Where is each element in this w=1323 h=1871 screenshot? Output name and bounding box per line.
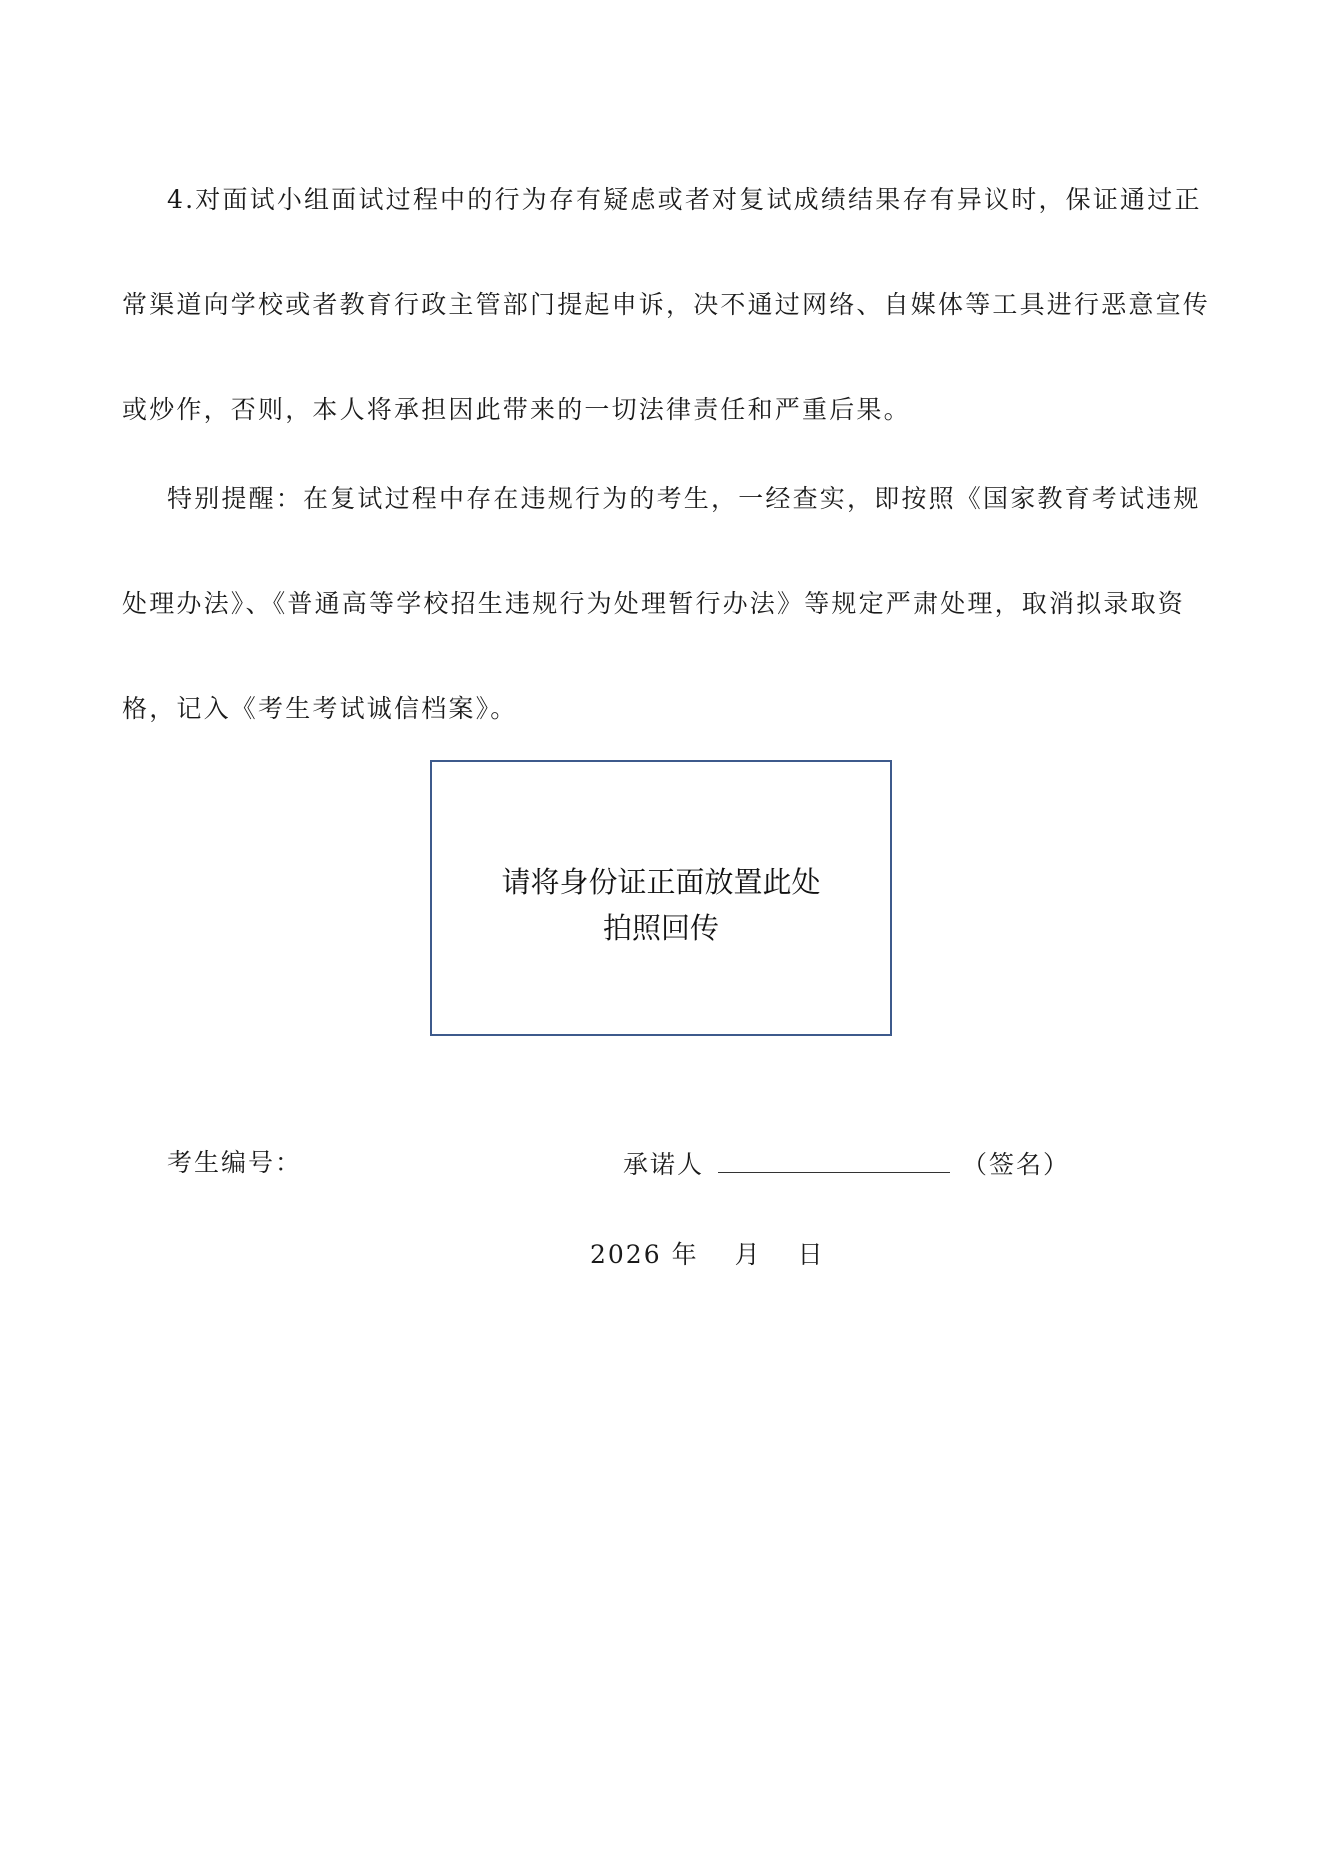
item4-line-2: 常渠道向学校或者教育行政主管部门提起申诉，决不通过网络、自媒体等工具进行恶意宣传 [122, 290, 1211, 319]
promisor-signature-row [623, 1146, 1070, 1182]
exam-number-label: 考生编号： [167, 1148, 303, 1177]
item4-line-1: 4.对面试小组面试过程中的行为存有疑虑或者对复试成绩结果存有异议时，保证通过正 [167, 185, 1202, 214]
reminder-line-3: 格，记入《考生考试诚信档案》。 [122, 694, 518, 723]
date-year: 2026 年 [590, 1240, 699, 1269]
id-card-photo-box [430, 760, 892, 1036]
signature-suffix: （签名） [962, 1150, 1071, 1179]
date-month: 月 [734, 1240, 762, 1269]
id-box-instruction-line-2: 拍照回传 [602, 911, 719, 945]
promisor-label: 承诺人 [623, 1150, 705, 1179]
date-day: 日 [797, 1240, 825, 1269]
reminder-line-2: 处理办法》、《普通高等学校招生违规行为处理暂行办法》等规定严肃处理，取消拟录取资 [122, 589, 1186, 618]
reminder-line-1: 特别提醒：在复试过程中存在违规行为的考生，一经查实，即按照《国家教育考试违规 [167, 484, 1201, 513]
date-row [590, 1238, 825, 1272]
signature-blank-line [718, 1146, 950, 1173]
id-box-instruction-line-1: 请将身份证正面放置此处 [501, 865, 821, 899]
item4-line-3: 或炒作，否则，本人将承担因此带来的一切法律责任和严重后果。 [122, 395, 911, 424]
